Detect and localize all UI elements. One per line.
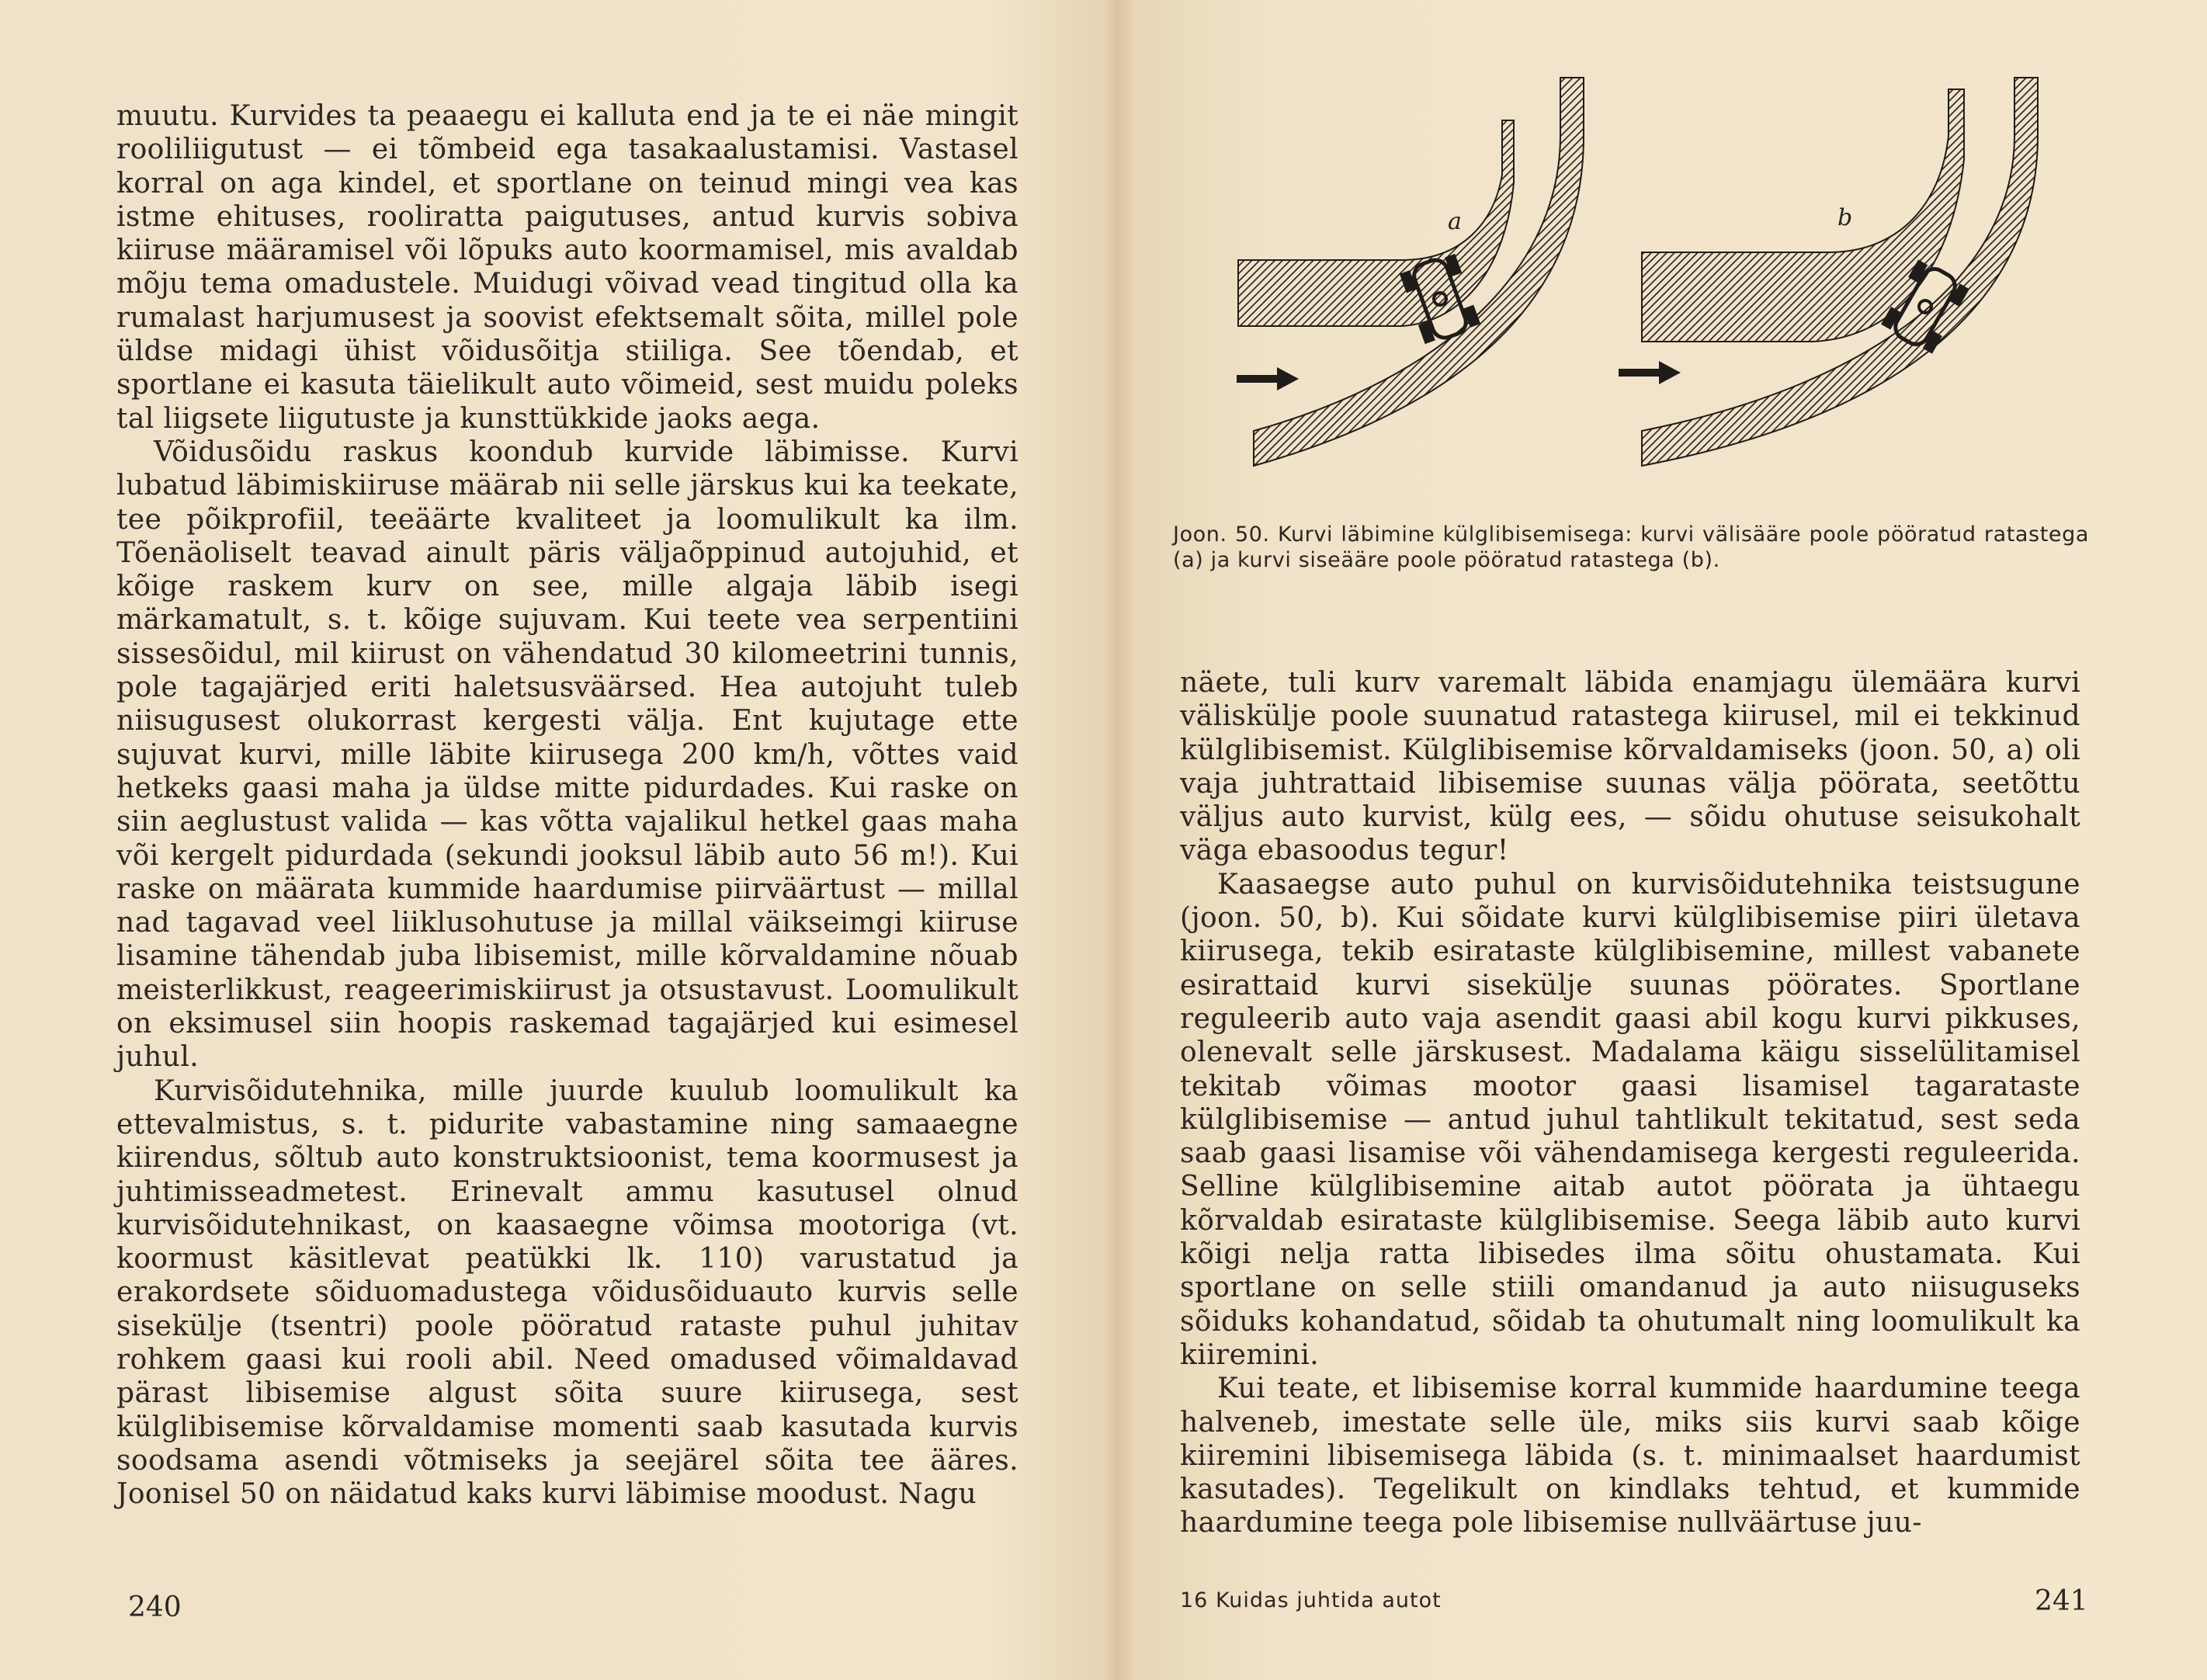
right-page (1106, 0, 2207, 1680)
diagram-b (1619, 78, 2038, 466)
right-page-body (1180, 666, 2080, 1540)
left-page-body (116, 99, 1018, 1511)
label-a: a (1448, 208, 1462, 235)
road-inner-edge-a (1238, 120, 1514, 326)
diagram-a (1237, 78, 1584, 466)
direction-arrow-b (1619, 361, 1681, 384)
right-paragraph-2: Kaasaegse auto puhul on kurvisõidutehnika teistsugune (joon. 50, b). Kui sõidate kurvi külglibisemise piiri ületava kiirusega, tekib esirataste külglibisemine, millest vabanete esirattaid kurvi sisekülje suunas pöörates. Sportlane reguleerib auto vaja asendit gaasi abil kogu kurvi pikkuses, olenevalt selle järskusest. Madalama käigu sisselülitamisel tekitab võimas mootor gaasi lisamisel tagarataste külglibisemise — antud juhul tahtlikult tekitatud, sest seda saab gaasi lisamise või vähendamisega kergesti reguleerida. Selline külglibisemine aitab autot pöörata ja ühtaegu kõrvaldab esirataste külglibisemise. Seega läbib auto kurvi kõigi nelja ratta libisedes ilma sõitu ohustamata. Kui sportlane on selle stiili omandanud ja auto niisuguseks sõiduks kohandatud, sõidab ta ohutumalt ning loomulikult ka kiiremini. (1180, 868, 2080, 1371)
right-paragraph-1: näete, tuli kurv varemalt läbida enamjagu ülemäära kurvi väliskülje poole suunatud ratastega kiirusel, mil ei tekkinud külglibisemist. Külglibisemise kõrvaldamiseks (joon. 50, a) oli vaja juhtrattaid libisemise suunas välja pöörata, seetõttu väljus auto kurvist, külg ees, — sõidu ohutuse seisukohalt väga ebasoodus tegur! (1180, 667, 2080, 867)
figure-50 (1207, 66, 2100, 485)
left-page (0, 0, 1098, 1680)
left-paragraph-2: Võidusõidu raskus koondub kurvide läbimisse. Kurvi lubatud läbimiskiiruse määrab nii selle järskus kui ka teekate, tee põikprofiil, teeäärte kvaliteet ja loomulikult ka ilm. Tõenäoliselt teavad ainult päris väljaõppinud autojuhid, et kõige raskem kurv on see, mille algaja läbib isegi märkamatult, s. t. kõige sujuvam. Kui teete vea serpentiini sissesõidul, mil kiirust on vähendatud 30 kilomeetrini tunnis, pole tagajärjed eriti haletsusväärsed. Hea autojuht tuleb niisugusest olukorrast kergesti välja. Ent kujutage ette sujuvat kurvi, mille läbite kiirusega 200 km/h, võttes vaid hetkeks gaasi maha ja üldse mitte pidurdades. Kui raske on siin aeglustust valida — kas võtta vajalikul hetkel gaas maha või kergelt pidurdada (sekundi jooksul läbib auto 56 m!). Kui raske on määrata kummide haardumise piirväärtust — millal nad tagavad veel liiklusohutuse ja millal väikseimgi kiiruse lisamine tähendab juba libisemist, mille kõrvaldamine nõuab meisterlikkust, reageerimiskiirust ja otsustavust. Loomulikult on eksimusel siin hoopis raskemad tagajärjed kui esimesel juhul. (116, 436, 1018, 1074)
right-page-number: 241 (2035, 1585, 2088, 1617)
right-paragraph-3: Kui teate, et libisemise korral kummide haardumine teega halveneb, imestate selle üle, miks siis kurvi saab kõige kiiremini libisemisega läbida (s. t. minimaalset haardumist kasutades). Tegelikult on kindlaks tehtud, et kummide haardumine teega pole libisemise nullväärtuse juu- (1180, 1373, 2080, 1539)
printer-signature: 16 Kuidas juhtida autot (1180, 1588, 1442, 1612)
direction-arrow-a (1237, 367, 1299, 390)
figure-caption: Joon. 50. Kurvi läbimine külglibisemisega: kurvi välisääre poole pööratud ratastega (a) ja kurvi siseääre poole pööratud ratastega (b). (1173, 522, 2089, 572)
left-paragraph-3: Kurvisõidutehnika, mille juurde kuulub loomulikult ka ettevalmistus, s. t. pidurite vabastamine ning samaaegne kiirendus, sõltub auto konstruktsioonist, tema koormusest ja juhtimisseadmetest. Erinevalt ammu kasutusel olnud kurvisõidutehnikast, on kaasaegne võimsa mootoriga (vt. koormust käsitlevat peatükki lk. 110) varustatud ja erakordsete sõiduomadustega võidusõiduauto kurvis selle sisekülje (tsentri) poole pööratud rataste puhul juhitav rohkem gaasi kui rooli abil. Need omadused võimaldavad pärast libisemise algust sõita suure kiirusega, sest külglibisemise kõrvaldamise momenti saab kasutada kurvis soodsama asendi võtmiseks ja seejärel sõita tee ääres. Joonisel 50 on näidatud kaks kurvi läbimise moodust. Nagu (116, 1074, 1018, 1511)
left-paragraph-1: muutu. Kurvides ta peaaegu ei kalluta end ja te ei näe mingit rooliliigutust — ei tõmbeid ega tasakaalustamisi. Vastasel korral on aga kindel, et sportlane on teinud mingi vea kas istme ehituses, rooliratta paigutuses, antud kurvis sobiva kiiruse määramisel või lõpuks auto koormamisel, mis avaldab mõju tema omadustele. Muidugi võivad vead tingitud olla ka rumalast harjumusest ja soovist efektsemalt sõita, millel pole üldse midagi ühist võidusõitja stiiliga. See tõendab, et sportlane ei kasuta täielikult auto võimeid, sest muidu poleks tal liigsete liigutuste ja kunsttükkide jaoks aega. (116, 100, 1018, 435)
curve-diagram (1207, 66, 2100, 485)
label-b: b (1837, 204, 1853, 231)
left-page-number: 240 (128, 1591, 182, 1623)
road-inner-edge-b (1642, 89, 1964, 342)
